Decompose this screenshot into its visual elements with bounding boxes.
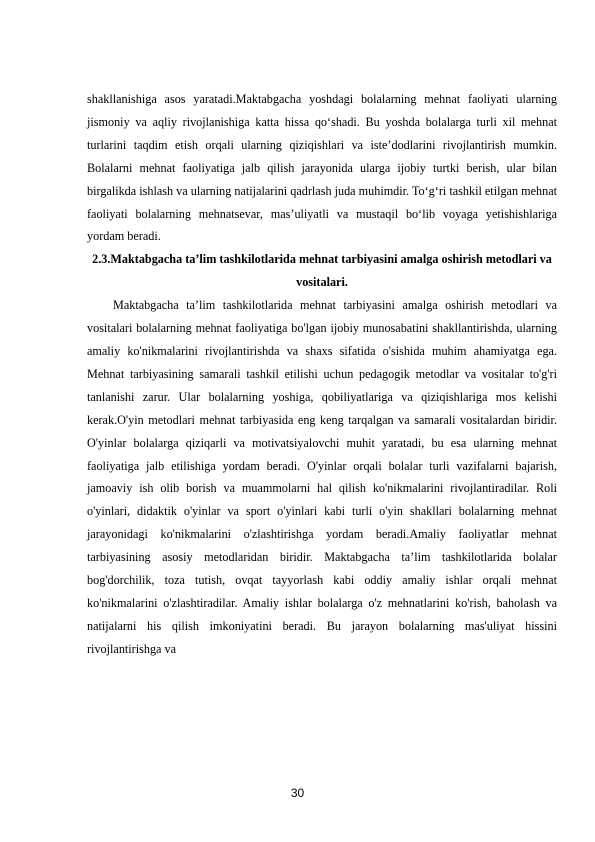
paragraph-body: Maktabgacha ta’lim tashkilotlarida mehnat tarbiyasini amalga oshirish metodlari va vositalari bolalarning mehnat faoliyatiga bo'lgan ijobiy munosabatini shakllantirishda, ularning amaliy ko'nikmalarini rivojlantirishda va shaxs sifatida o'sishida muhim ahamiyatga ega. Mehnat tarbiyasining samarali tashkil etilishi uchun pedagogik metodlar va vositalar to'g'ri tanlanishi zarur. Ular bolalarning yoshiga, qobiliyatlariga va qiziqishlariga mos kelishi kerak.O'yin metodlari mehnat tarbiyasida eng keng tarqalgan va samarali vositalardan biridir. O'yinlar bolalarga qiziqarli va motivatsiyalovchi muhit yaratadi, bu esa ularning mehnat faoliyatiga jalb etilishiga yordam beradi. O'yinlar orqali bolalar turli vazifalarni bajarish, jamoaviy ish olib borish va muammolarni hal qilish ko'nikmalarini rivojlantiradilar. Roli o'yinlari, didaktik o'yinlar va sport o'yinlari kabi turli o'yin shakllari bolalarning mehnat jarayonidagi ko'nikmalarini o'zlashtirishga yordam beradi.Amaliy faoliyatlar mehnat tarbiyasining asosiy metodlaridan biridir. Maktabgacha ta’lim tashkilotlarida bolalar bog'dorchilik, toza tutish, ovqat tayyorlash kabi oddiy amaliy ishlar orqali mehnat ko'nikmalarini o'zlashtiradilar. Amaliy ishlar bolalarga o'z mehnatlarini ko'rish, baholash va natijalarni his qilish imkoniyatini beradi. Bu jarayon bolalarning mas'uliyat hissini rivojlantirishga va — [87, 298, 557, 656]
section-heading: 2.3.Maktabgacha ta’lim tashkilotlarida mehnat tarbiyasini amalga oshirish metodlari va vositalari. — [92, 252, 552, 290]
document-page — [87, 88, 557, 661]
paragraph-continuation: shakllanishiga asos yaratadi.Maktabgacha yoshdagi bolalarning mehnat faoliyati ularning jismoniy va aqliy rivojlanishiga katta hissa qo‘shadi. Bu yoshda bolalarga turli xil mehnat turlarini taqdim etish orqali ularning qiziqishlari va iste’dodlarini rivojlantirish mumkin. Bolalarni mehnat faoliyatiga jalb qilish jarayonida ularga ijobiy turtki berish, ular bilan birgalikda ishlash va ularning natijalarini qadrlash juda muhimdir. To‘g‘ri tashkil etilgan mehnat faoliyati bolalarning mehnatsevar, mas’uliyatli va mustaqil bo‘lib voyaga yetishishlariga yordam beradi. — [87, 92, 557, 244]
page-number: 30 — [290, 786, 305, 800]
